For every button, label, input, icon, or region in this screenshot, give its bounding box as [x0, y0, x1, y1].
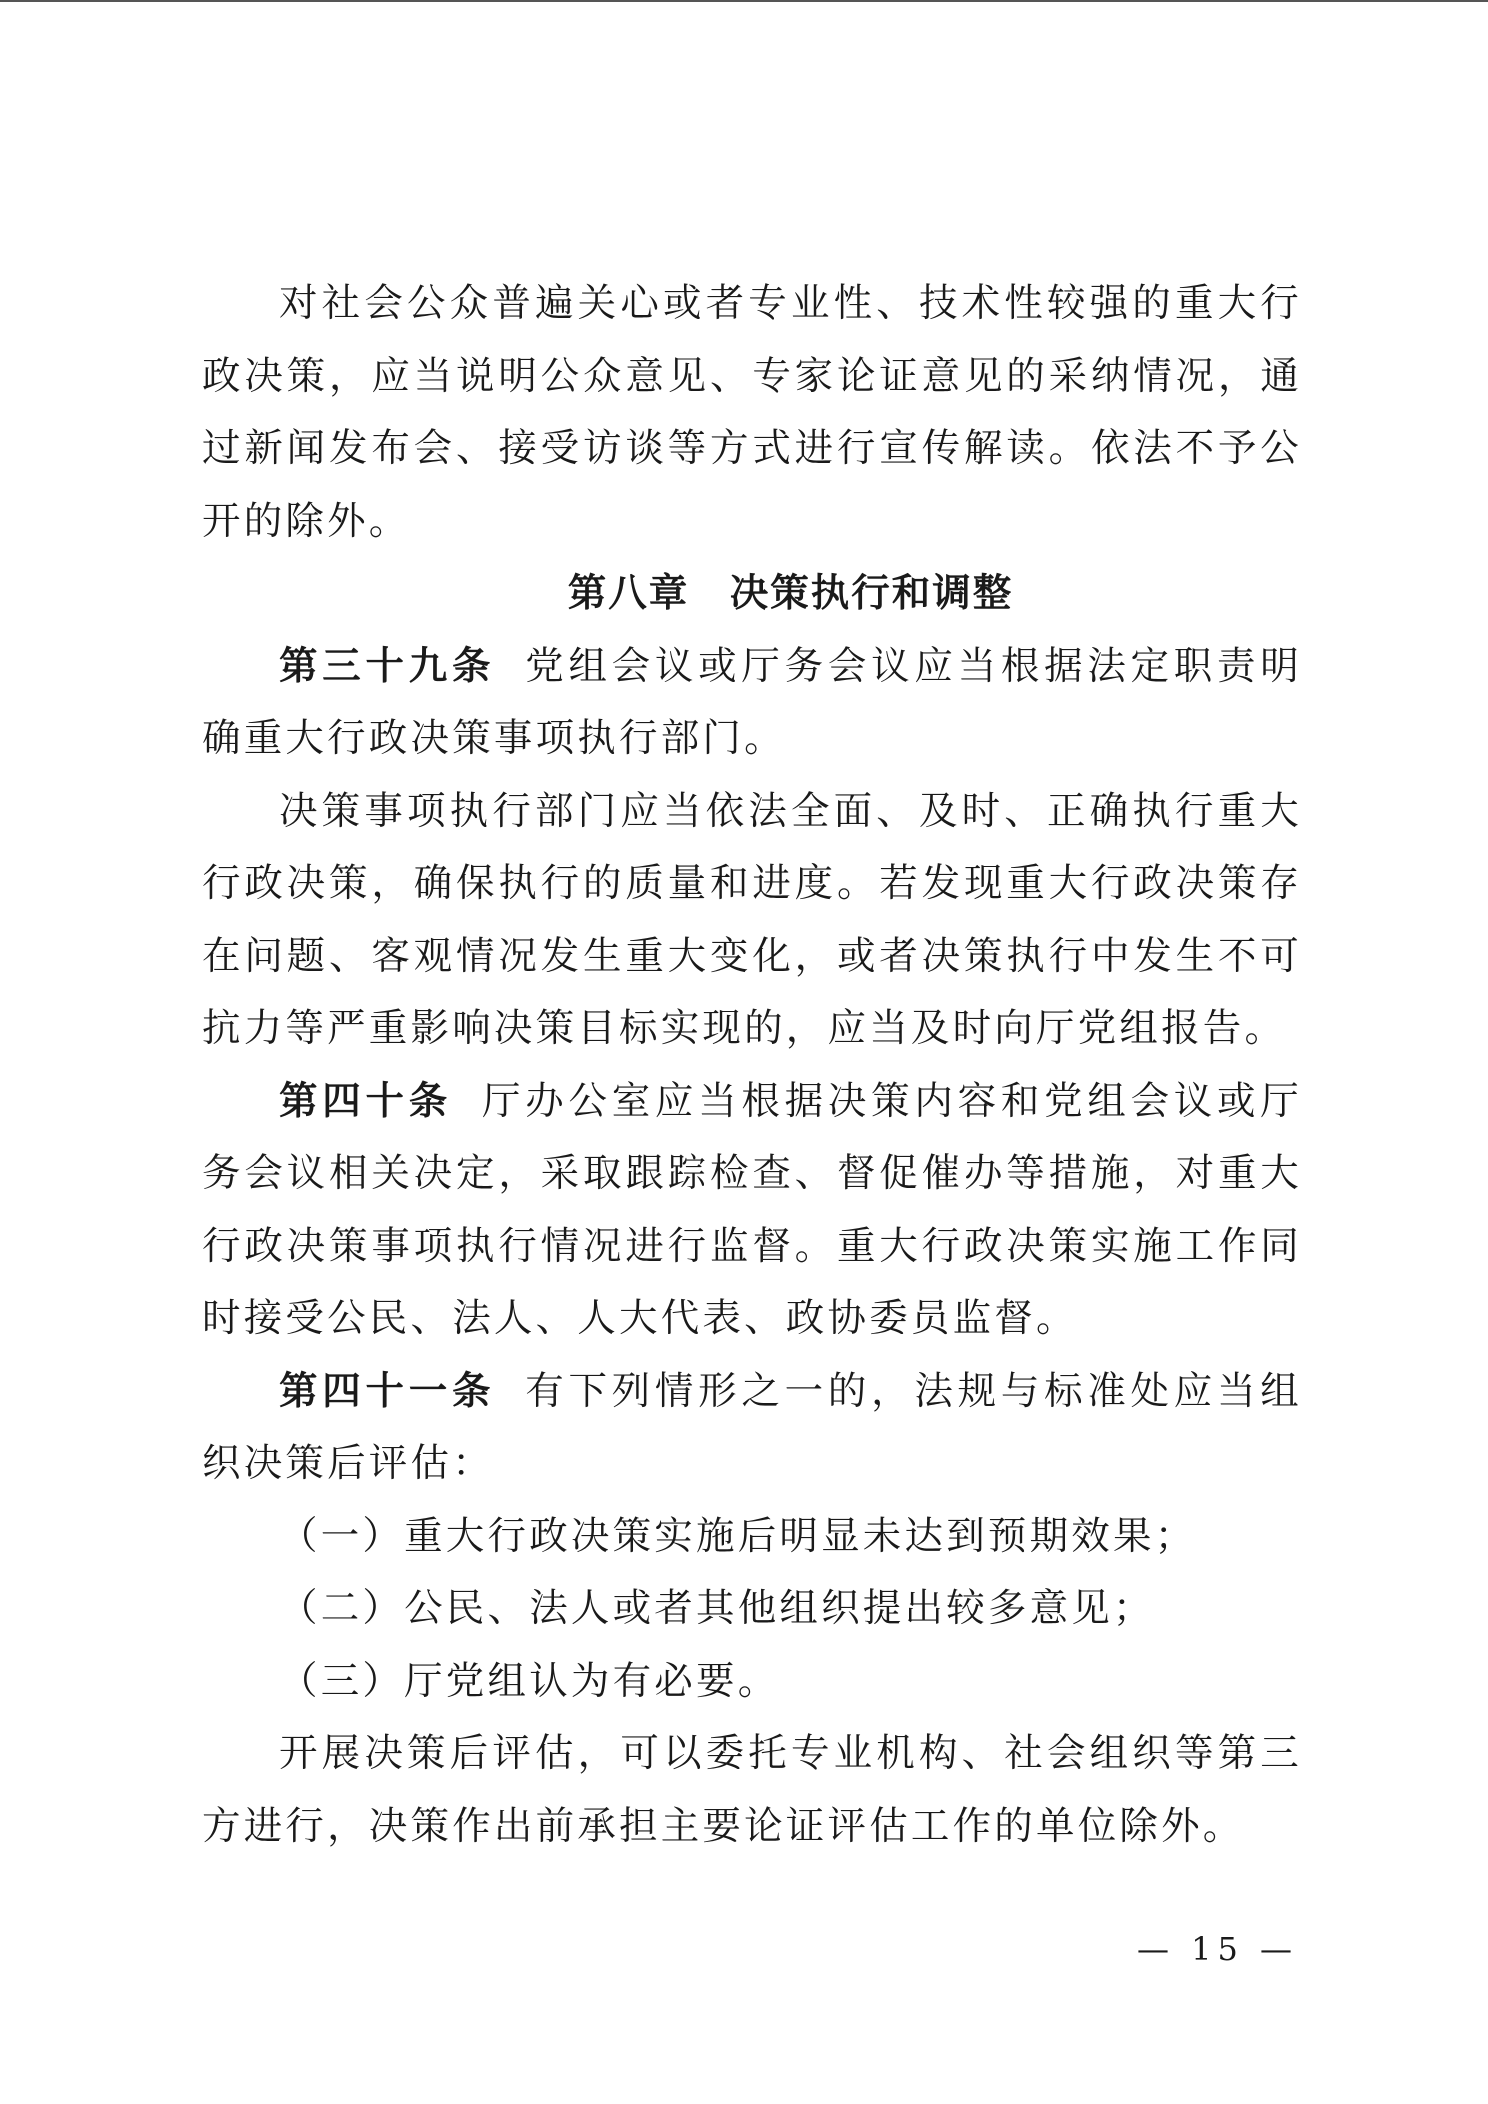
article-39 — [202, 631, 1302, 776]
article-39-number: 第三十九条 — [279, 643, 496, 689]
article-41-item-1: （一）重大行政决策实施后明显未达到预期效果； — [279, 1513, 1197, 1559]
document-body — [202, 268, 1302, 1863]
page-number: — 15 — — [1136, 1930, 1298, 1968]
top-border-line — [0, 0, 1488, 2]
article-41-item-2: （二）公民、法人或者其他组织提出较多意见； — [279, 1586, 1155, 1631]
article-40 — [202, 1066, 1302, 1356]
article-41-paragraph-2: 开展决策后评估，可以委托专业机构、社会组织等第三方进行，决策作出前承担主要论证评估工作的单位除外。 — [202, 1731, 1302, 1849]
article-41-number: 第四十一条 — [279, 1368, 496, 1414]
paragraph-public-interpretation: 对社会公众普遍关心或者专业性、技术性较强的重大行政决策，应当说明公众意见、专家论证意见的采纳情况，通过新闻发布会、接受访谈等方式进行宣传解读。依法不予公开的除外。 — [202, 281, 1302, 544]
chapter-title: 第八章 决策执行和调整 — [567, 571, 1014, 616]
article-41 — [202, 1356, 1302, 1501]
article-41-text: 有下列情形之一的，法规与标准处应当组织决策后评估： — [202, 1368, 1302, 1486]
article-40-text: 厅办公室应当根据决策内容和党组会议或厅务会议相关决定，采取跟踪检查、督促催办等措施，对重大行政决策事项执行情况进行监督。重大行政决策实施工作同时接受公民、法人、人大代表、政协委员监督。 — [202, 1078, 1302, 1341]
article-39-paragraph-2: 决策事项执行部门应当依法全面、及时、正确执行重大行政决策，确保执行的质量和进度。若发现重大行政决策存在问题、客观情况发生重大变化，或者决策执行中发生不可抗力等严重影响决策目标实现的，应当及时向厅党组报告。 — [202, 788, 1302, 1051]
article-39-text: 党组会议或厅务会议应当根据法定职责明确重大行政决策事项执行部门。 — [202, 643, 1302, 761]
article-41-item-3: （三）厅党组认为有必要。 — [279, 1658, 780, 1704]
article-40-number: 第四十条 — [279, 1078, 452, 1124]
